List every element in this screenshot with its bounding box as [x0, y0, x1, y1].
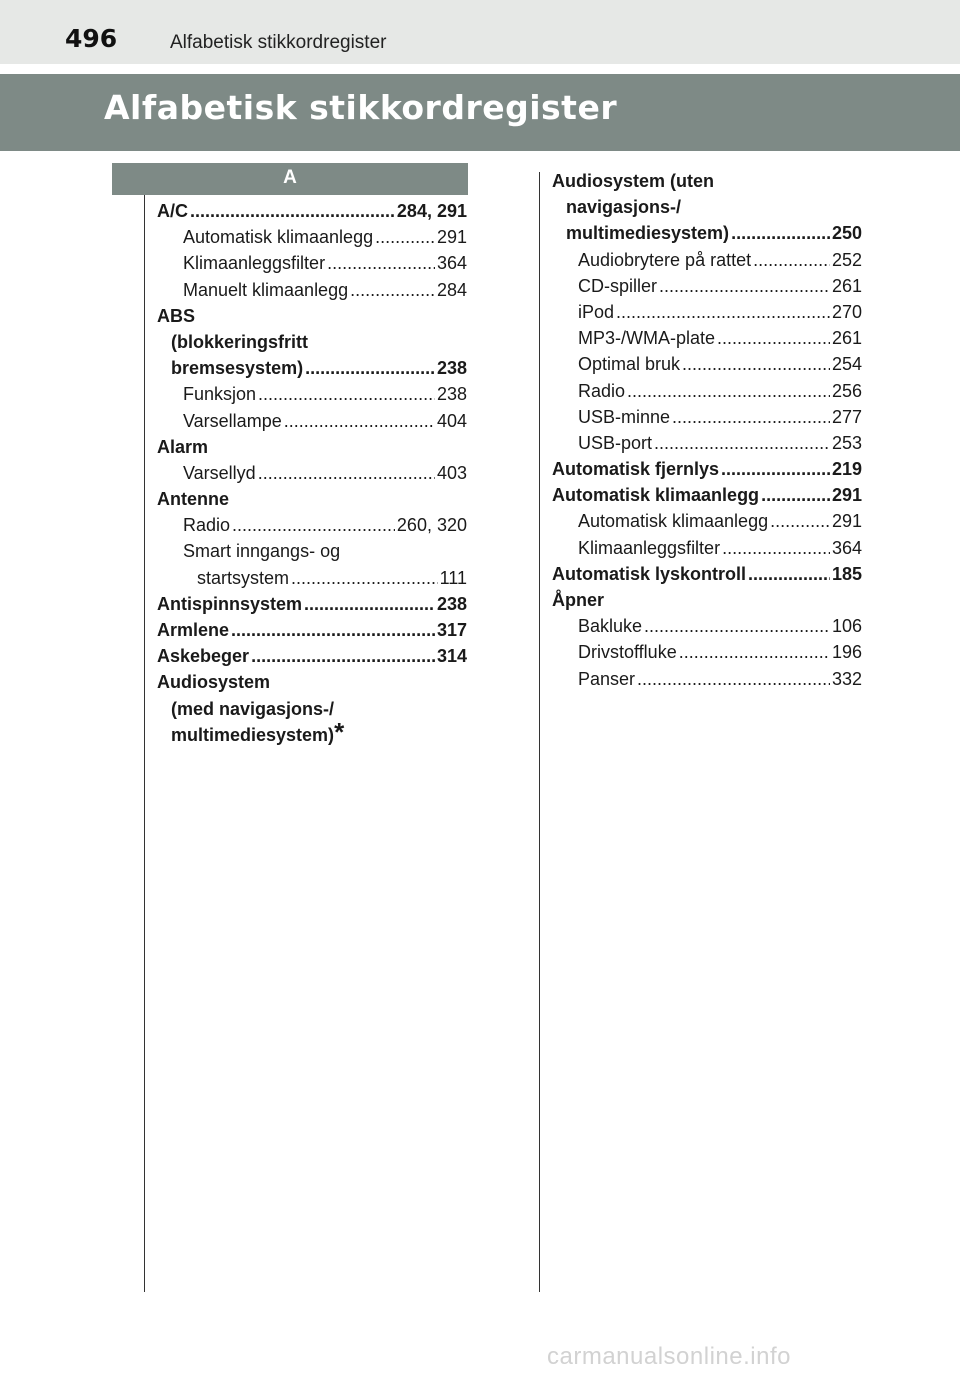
- entry-label: Manuelt klimaanlegg: [183, 279, 349, 300]
- index-subentry: [552, 666, 862, 692]
- index-subentry: [552, 273, 862, 299]
- entry-label: Radio: [578, 380, 626, 401]
- entry-label: Automatisk lyskontroll: [552, 563, 747, 584]
- entry-label: USB-port: [578, 432, 653, 453]
- dot-leader: [679, 639, 830, 665]
- page-number: 496: [65, 24, 118, 53]
- entry-label: multimediesystem): [566, 223, 730, 244]
- entry-label: Bakluke: [578, 616, 643, 637]
- entry-label: Automatisk klimaanlegg: [183, 227, 374, 248]
- dot-leader: [304, 591, 435, 617]
- entry-label: USB-minne: [578, 406, 671, 427]
- dot-leader: [654, 430, 830, 456]
- right-column-rule: [539, 172, 540, 1292]
- letter-tab: A: [112, 163, 468, 195]
- entry-label: CD-spiller: [578, 275, 658, 296]
- index-entry: [157, 643, 467, 669]
- index-subentry: [157, 381, 467, 407]
- entry-label: MP3-/WMA-plate: [578, 328, 716, 349]
- entry-label: Audiosystem: [157, 672, 271, 693]
- page-ref: 253: [831, 432, 862, 453]
- index-subentry: [552, 325, 862, 351]
- page-ref: 314: [436, 646, 467, 667]
- index-entry-continuation: [552, 220, 862, 246]
- dot-leader: [761, 482, 830, 508]
- entry-label: Alarm: [157, 436, 209, 457]
- entry-label: ABS: [157, 305, 196, 326]
- index-subentry: [157, 538, 467, 564]
- page-ref: 291: [436, 227, 467, 248]
- index-entry: [552, 168, 862, 194]
- page-ref: 284: [436, 279, 467, 300]
- dot-leader: [748, 561, 830, 587]
- entry-label: iPod: [578, 301, 615, 322]
- left-column-rule: [144, 195, 145, 1292]
- dot-leader: [672, 404, 830, 430]
- entry-label: Varsellyd: [183, 462, 256, 483]
- index-subentry: [552, 351, 862, 377]
- index-entry: [552, 561, 862, 587]
- page-ref: 364: [436, 253, 467, 274]
- page-ref: 250: [831, 223, 862, 244]
- entry-label: Radio: [183, 515, 231, 536]
- index-subentry: [552, 247, 862, 273]
- dot-leader: [616, 299, 830, 325]
- index-entry: [157, 198, 467, 224]
- index-subentry: [552, 430, 862, 456]
- dot-leader: [305, 355, 435, 381]
- index-entry: [552, 482, 862, 508]
- page-ref: 270: [831, 301, 862, 322]
- dot-leader: [731, 220, 830, 246]
- index-subentry: [157, 460, 467, 486]
- entry-label: Klimaanleggsfilter: [183, 253, 326, 274]
- page-ref: 106: [831, 616, 862, 637]
- page-ref: 332: [831, 668, 862, 689]
- entry-label: Panser: [578, 668, 636, 689]
- index-entry: [157, 434, 467, 460]
- page-ref: 277: [831, 406, 862, 427]
- index-entry: [157, 617, 467, 643]
- dot-leader: [644, 613, 830, 639]
- index-entry-continuation: multimediesystem) *: [171, 716, 345, 747]
- entry-label: Automatisk klimaanlegg: [578, 511, 769, 532]
- dot-leader: [327, 250, 435, 276]
- entry-label: (blokkeringsfritt: [171, 331, 309, 352]
- header-title: Alfabetisk stikkordregister: [170, 32, 387, 53]
- page-ref: 219: [831, 459, 862, 480]
- index-subentry: [157, 408, 467, 434]
- page-ref: 256: [831, 380, 862, 401]
- page-ref: 238: [436, 384, 467, 405]
- entry-label: Askebeger: [157, 646, 250, 667]
- entry-label: Automatisk fjernlys: [552, 459, 720, 480]
- dot-leader: [190, 198, 395, 224]
- page-ref: 317: [436, 620, 467, 640]
- dot-leader: [284, 408, 435, 434]
- entry-label: Armlene: [157, 620, 230, 640]
- index-entry: [552, 587, 862, 613]
- index-subentry: [552, 508, 862, 534]
- page-ref: 291: [831, 511, 862, 532]
- dot-leader: [637, 666, 830, 692]
- page-ref: 291: [831, 485, 862, 506]
- index-subentry: [552, 639, 862, 665]
- index-subentry: [552, 535, 862, 561]
- page-ref: 238: [436, 358, 467, 379]
- index-column-right: [552, 168, 862, 692]
- entry-label: (med navigasjons-/: [171, 698, 335, 719]
- entry-label: Optimal bruk: [578, 354, 681, 375]
- dot-leader: [721, 456, 830, 482]
- entry-label: multimediesystem): [171, 724, 335, 745]
- dot-leader: [753, 247, 830, 273]
- entry-label: Audiosystem (uten: [552, 171, 715, 191]
- entry-label: Funksjon: [183, 384, 257, 405]
- entry-label: Audiobrytere på rattet: [578, 249, 752, 270]
- banner-title: Alfabetisk stikkordregister: [104, 88, 618, 127]
- entry-label: startsystem: [197, 567, 290, 588]
- page-ref: 260, 320: [396, 515, 467, 536]
- dot-leader: [375, 224, 435, 250]
- entry-label: navigasjons-/: [566, 197, 682, 218]
- index-subentry: [552, 613, 862, 639]
- index-entry-continuation: [157, 355, 467, 381]
- header-bar: [0, 0, 960, 64]
- dot-leader: [291, 565, 438, 591]
- index-entry: [157, 486, 467, 512]
- entry-label: Drivstoffluke: [578, 642, 677, 663]
- index-entry: [157, 669, 467, 695]
- page-ref: 284, 291: [396, 201, 467, 221]
- page-ref: 261: [831, 328, 862, 349]
- page-ref: 111: [439, 567, 467, 588]
- index-subentry: [157, 512, 467, 538]
- page-ref: 261: [831, 275, 862, 296]
- dot-leader: [627, 378, 830, 404]
- page-ref: 252: [831, 249, 862, 270]
- index-subentry-continuation: [157, 565, 467, 591]
- index-entry-continuation: [552, 194, 862, 220]
- dot-leader: [717, 325, 830, 351]
- entry-label: Antispinnsystem: [157, 593, 303, 614]
- index-entry: [157, 303, 467, 329]
- index-subentry: [157, 277, 467, 303]
- dot-leader: [231, 617, 435, 643]
- entry-label: Automatisk klimaanlegg: [552, 485, 760, 506]
- footer-watermark: carmanualsonline.info: [547, 1343, 791, 1370]
- entry-label: Antenne: [157, 489, 229, 510]
- dot-leader: [258, 381, 435, 407]
- entry-label: Klimaanleggsfilter: [578, 537, 721, 558]
- index-subentry: [157, 224, 467, 250]
- entry-label: Varsellampe: [183, 410, 282, 431]
- index-column-left: [157, 198, 467, 748]
- page-ref: 404: [436, 410, 467, 431]
- index-entry-continuation: [157, 329, 467, 355]
- page-ref: 185: [831, 563, 862, 584]
- dot-leader: [770, 508, 830, 534]
- dot-leader: [251, 643, 435, 669]
- entry-label: bremsesystem): [171, 358, 304, 379]
- index-subentry: [552, 299, 862, 325]
- entry-label: Smart inngangs- og: [183, 541, 341, 562]
- entry-label: Åpner: [552, 590, 605, 610]
- index-entry: [552, 456, 862, 482]
- index-subentry: [552, 404, 862, 430]
- dot-leader: [659, 273, 830, 299]
- dot-leader: [682, 351, 830, 377]
- page-ref: 403: [436, 462, 467, 483]
- index-subentry: [157, 250, 467, 276]
- dot-leader: [232, 512, 395, 538]
- dot-leader: [258, 460, 435, 486]
- index-entry-continuation: [157, 696, 467, 722]
- index-subentry: [552, 378, 862, 404]
- entry-label: A/C: [157, 201, 188, 221]
- index-entry: [157, 591, 467, 617]
- page-ref: 254: [831, 354, 862, 375]
- dot-leader: [722, 535, 830, 561]
- dot-leader: [350, 277, 435, 303]
- page-ref: 196: [831, 642, 862, 663]
- page-ref: 238: [436, 593, 467, 614]
- page-ref: 364: [831, 537, 862, 558]
